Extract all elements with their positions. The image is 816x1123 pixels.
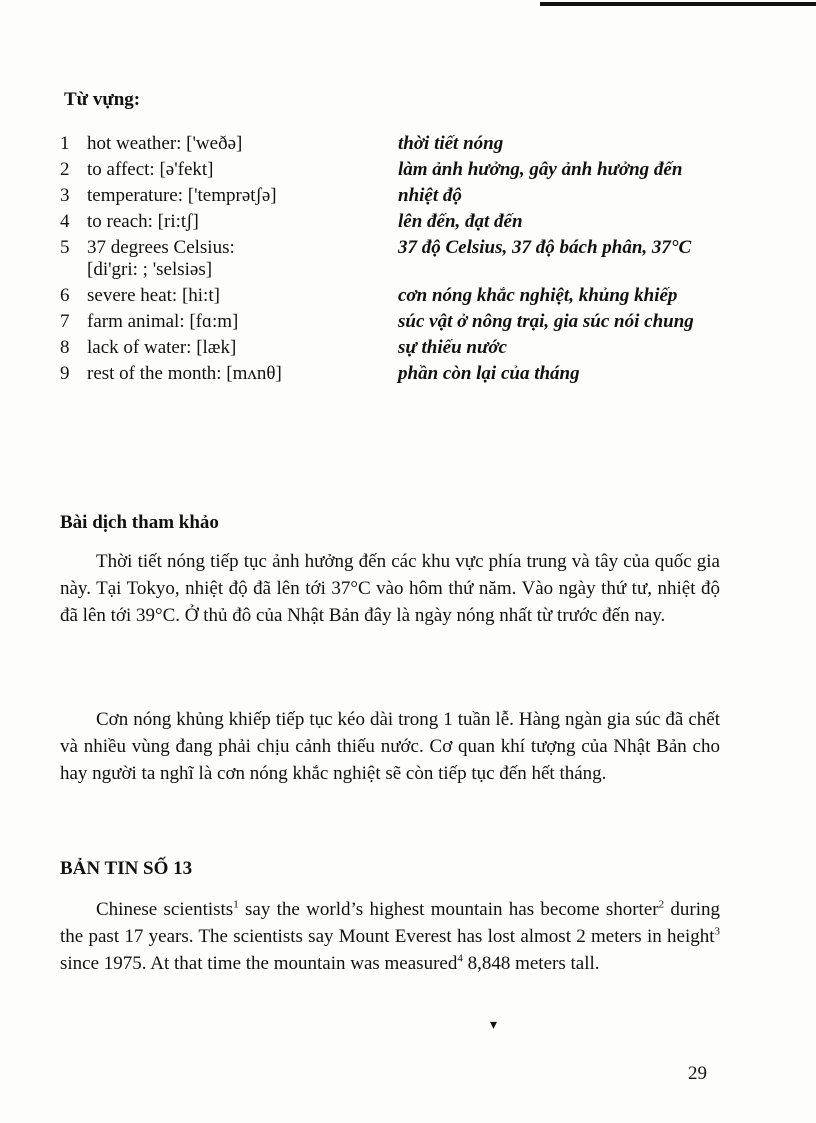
vocab-meaning: cơn nóng khắc nghiệt, khủng khiếp [398,285,678,306]
vocab-row [60,159,740,181]
vocab-meaning: 37 độ Celsius, 37 độ bách phân, 37°C [398,237,692,258]
vocab-term: farm animal: [fɑ:m] [87,311,239,332]
footnote-marker: 4 [457,952,463,965]
vocab-term-block [87,237,398,281]
vocab-term: lack of water: [læk] [87,337,237,358]
news-text: since 1975. At that time the mountain was measured [60,953,458,974]
vocab-meaning: súc vật ở nông trại, gia súc nói chung [398,311,694,332]
vocab-row [60,133,740,155]
news-paragraph [60,896,720,977]
vocab-row [60,211,740,233]
news-text: during the past 17 years. The scientists say Mount Everest has lost almost 2 meters in height [60,899,720,947]
vocab-number: 9 [60,363,70,384]
vocabulary-list [60,133,740,389]
vocab-term: to reach: [ri:tʃ] [87,211,199,232]
vocab-term: to affect: [ə'fekt] [87,159,214,180]
vocabulary-heading: Từ vựng: [64,89,141,110]
vocab-meaning: nhiệt độ [398,185,462,206]
news-title: BẢN TIN SỐ 13 [60,858,193,879]
vocab-row [60,185,740,207]
vocab-row [60,363,740,385]
vocab-meaning: sự thiếu nước [398,337,507,358]
translation-paragraph-2: Cơn nóng khủng khiếp tiếp tục kéo dài trong 1 tuần lễ. Hàng ngàn gia súc đã chết và nhiều vùng đang phải chịu cảnh thiếu nước. Cơ quan khí tượng của Nhật Bản cho hay người ta nghĩ là cơn nóng khắc nghiệt sẽ còn tiếp tục đến hết tháng. [60,709,720,784]
vocab-row [60,237,740,281]
vocab-term: severe heat: [hi:t] [87,285,220,306]
vocab-number: 5 [60,237,70,258]
vocab-term: rest of the month: [mʌnθ] [87,363,282,384]
ink-speck: ▾ [490,1018,498,1033]
vocab-meaning: làm ảnh hưởng, gây ảnh hưởng đến [398,159,683,180]
translation-heading: Bài dịch tham khảo [60,512,219,533]
footnote-marker: 2 [658,898,665,911]
footnote-marker: 3 [714,925,720,938]
page-number: 29 [688,1063,707,1084]
vocab-number: 2 [60,159,70,180]
vocab-number: 4 [60,211,70,232]
translation-paragraph-1: Thời tiết nóng tiếp tục ảnh hưởng đến các khu vực phía trung và tây của quốc gia này. Tại Tokyo, nhiệt độ đã lên tới 37°C vào hôm thứ năm. Vào ngày thứ tư, nhiệt độ đã lên tới 39°C. Ở thủ đô của Nhật Bản đây là ngày nóng nhất từ trước đến nay. [60,551,720,626]
top-rule [540,2,816,6]
vocab-meaning: phần còn lại của tháng [398,363,580,384]
news-text: say the world’s highest mountain has become shorter [238,899,659,920]
vocab-pronunciation: [di'gri: ; 'selsiəs] [87,259,213,280]
vocab-term: temperature: ['temprətʃə] [87,185,277,206]
vocab-meaning: lên đến, đạt đến [398,211,523,232]
vocab-row [60,285,740,307]
vocab-number: 7 [60,311,70,332]
vocab-number: 1 [60,133,70,154]
vocab-number: 3 [60,185,70,206]
vocab-term: 37 degrees Celsius: [87,237,235,258]
footnote-marker: 1 [233,898,239,911]
vocab-number: 8 [60,337,70,358]
vocab-term: hot weather: ['weðə] [87,133,243,154]
news-text: 8,848 meters tall. [462,953,600,974]
vocab-row [60,311,740,333]
vocab-row [60,337,740,359]
news-text: Chinese scientists [96,899,234,920]
vocab-number: 6 [60,285,70,306]
vocab-meaning: thời tiết nóng [398,133,504,154]
